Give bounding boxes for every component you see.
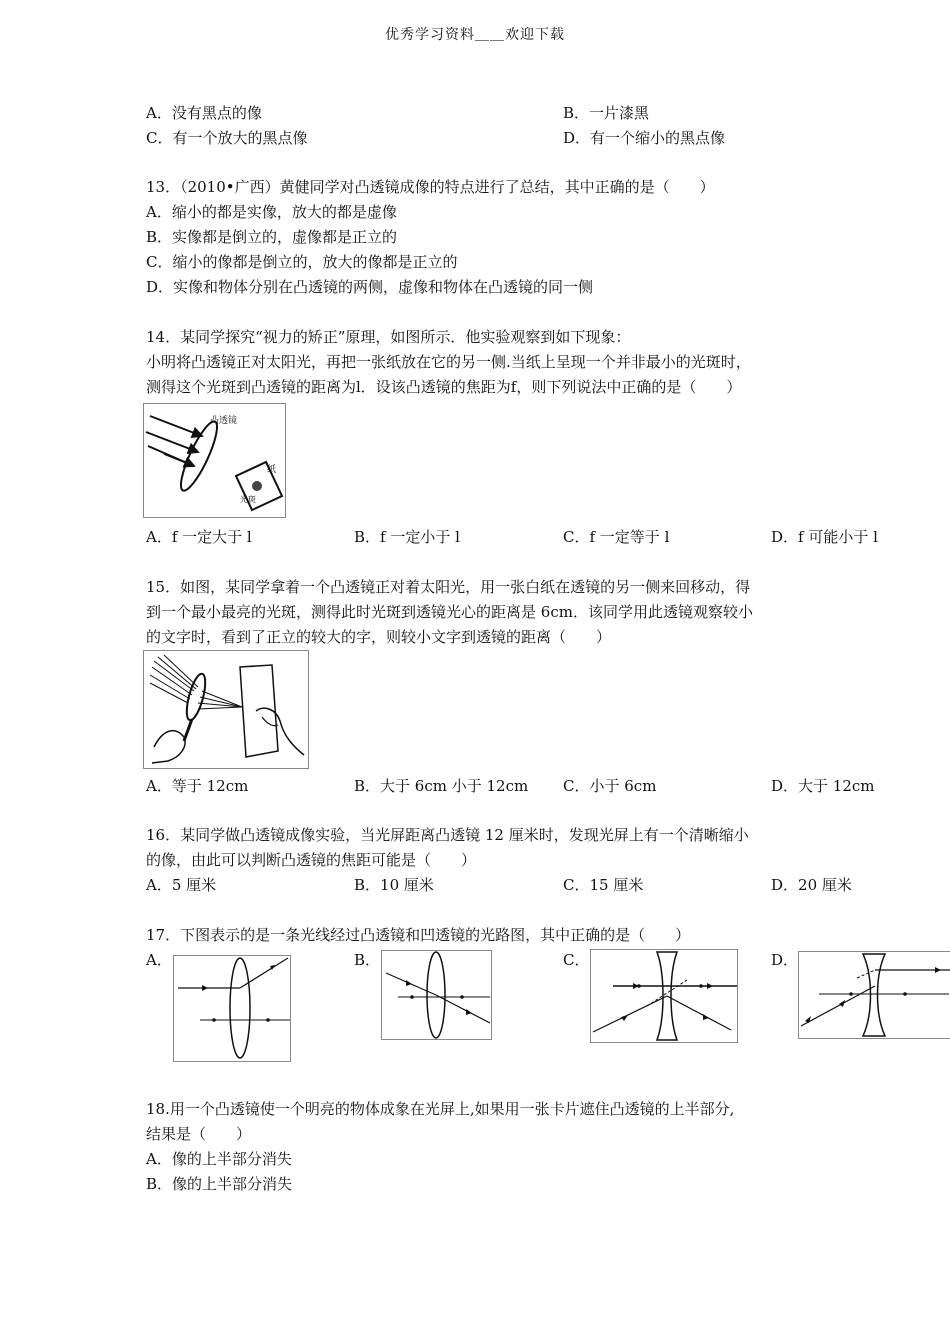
page-header: 优秀学习资料＿＿欢迎下载 (385, 27, 565, 43)
q18-stem-line2: 结果是（ ） (146, 1125, 252, 1143)
q15-stem-line3: 的文字时，看到了正立的较大的字，则较小文字到透镜的距离（ ） (146, 628, 612, 646)
q12-option-b: B．一片漆黑 (563, 104, 650, 122)
q17-figure-c (590, 949, 738, 1043)
q16-stem-line2: 的像，由此可以判断凸透镜的焦距可能是（ ） (146, 851, 477, 869)
q17-figure-a (173, 955, 291, 1062)
q15-sunlight-lens-drawing (144, 651, 308, 768)
q17-diagram-b (382, 951, 491, 1039)
q15-figure (143, 650, 309, 769)
q15-option-b: B．大于 6cm 小于 12cm (354, 777, 529, 795)
q17-figure-d (798, 951, 950, 1039)
q15-stem-line1: 15．如图，某同学拿着一个凸透镜正对着太阳光，用一张白纸在透镜的另一侧来回移动，得 (146, 578, 751, 596)
q18-stem-line1: 18.用一个凸透镜使一个明亮的物体成象在光屏上,如果用一张卡片遮住凸透镜的上半部分, (146, 1100, 735, 1118)
q18-option-b: B．像的上半部分消失 (146, 1175, 293, 1193)
q15-option-a: A．等于 12cm (146, 777, 249, 795)
q15-option-c: C．小于 6cm (563, 777, 657, 795)
q13-option-c: C．缩小的像都是倒立的，放大的像都是正立的 (146, 253, 458, 271)
q14-stem-line3: 测得这个光斑到凸透镜的距离为l．设该凸透镜的焦距为f，则下列说法中正确的是（ ） (146, 378, 742, 396)
q17-diagram-c (591, 950, 737, 1042)
q17-option-b: B． (354, 951, 381, 969)
q14-label-lens: 凸透镜 (210, 416, 238, 426)
q14-option-a: A．f 一定大于 l (146, 528, 252, 546)
q14-stem-line2: 小明将凸透镜正对太阳光，再把一张纸放在它的另一侧.当纸上呈现一个并非最小的光斑时， (146, 353, 751, 371)
q13-option-d: D．实像和物体分别在凸透镜的两侧，虚像和物体在凸透镜的同一侧 (146, 278, 594, 296)
q17-option-d: D． (771, 951, 799, 969)
q14-lens-diagram (144, 404, 285, 517)
q12-option-c: C．有一个放大的黑点像 (146, 129, 308, 147)
q13-stem: 13．（2010•广西）黄健同学对凸透镜成像的特点进行了总结，其中正确的是（ ） (146, 178, 715, 196)
q16-option-b: B．10 厘米 (354, 876, 434, 894)
q12-option-a: A．没有黑点的像 (146, 104, 262, 122)
q17-stem: 17．下图表示的是一条光线经过凸透镜和凹透镜的光路图，其中正确的是（ ） (146, 926, 691, 944)
q16-option-c: C．15 厘米 (563, 876, 644, 894)
q14-label-paper: 纸 (267, 465, 277, 475)
q17-option-a: A． (146, 951, 172, 969)
q18-option-a: A．像的上半部分消失 (146, 1150, 292, 1168)
q13-option-b: B．实像都是倒立的，虚像都是正立的 (146, 228, 398, 246)
q14-option-d: D．f 可能小于 l (771, 528, 878, 546)
q14-stem-line1: 14．某同学探究“视力的矫正”原理，如图所示．他实验观察到如下现象： (146, 328, 631, 346)
q15-stem-line2: 到一个最小最亮的光斑，测得此时光斑到透镜光心的距离是 6cm．该同学用此透镜观察较小 (146, 603, 753, 621)
q14-figure (143, 403, 286, 518)
q14-option-b: B．f 一定小于 l (354, 528, 460, 546)
q17-figure-b (381, 950, 492, 1040)
q13-option-a: A．缩小的都是实像，放大的都是虚像 (146, 203, 397, 221)
q17-diagram-a (174, 956, 290, 1061)
q14-label-spot: 光斑 (240, 495, 256, 504)
q12-option-d: D．有一个缩小的黑点像 (563, 129, 726, 147)
q16-option-d: D．20 厘米 (771, 876, 852, 894)
q17-diagram-d (799, 952, 950, 1038)
q14-option-c: C．f 一定等于 l (563, 528, 670, 546)
q16-stem-line1: 16．某同学做凸透镜成像实验，当光屏距离凸透镜 12 厘米时，发现光屏上有一个清晰缩小 (146, 826, 749, 844)
q16-option-a: A．5 厘米 (146, 876, 217, 894)
q15-option-d: D．大于 12cm (771, 777, 875, 795)
q17-option-c: C． (563, 951, 590, 969)
